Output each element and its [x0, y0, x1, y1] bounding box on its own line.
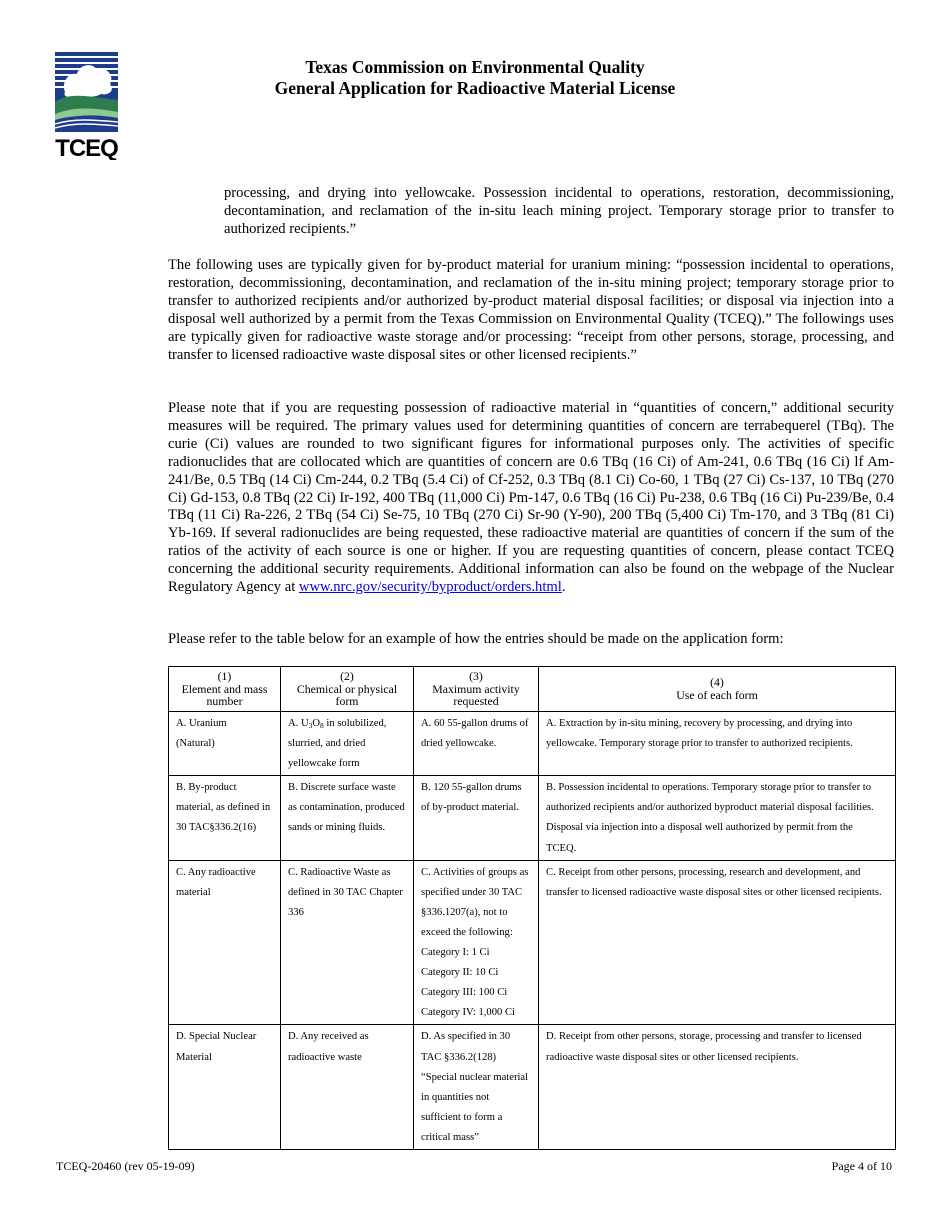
table-header-row — [169, 667, 896, 712]
cell-form: C. Radioactive Waste as defined in 30 TAC Chapter 336 — [281, 860, 414, 1025]
table-intro-paragraph: Please refer to the table below for an example of how the entries should be made on the application form: — [168, 631, 784, 647]
header-line: requested — [453, 694, 499, 709]
table-row — [169, 1025, 896, 1150]
header-line: Chemical or physical — [296, 681, 398, 696]
nrc-link[interactable]: www.nrc.gov/security/byproduct/orders.html — [298, 579, 562, 596]
form-id-footer: TCEQ-20460 (rev 05-19-09) — [56, 1159, 195, 1173]
cell-element — [169, 860, 281, 1025]
agency-title: Texas Commission on Environmental Quality — [305, 57, 645, 77]
cell-line: C. Activities of groups as specified under 30 TAC §336.1207(a), not to exceed the following: — [421, 866, 529, 938]
table-row — [169, 776, 896, 860]
header-num: (2) — [340, 669, 354, 684]
cell-activity — [414, 712, 539, 776]
cell-line: (Natural) — [176, 738, 215, 750]
cell-use: C. Receipt from other persons, processing, research and development, and transfer to licensed radioactive waste disposal sites or other licensed recipients. — [539, 860, 896, 1025]
cell-line: B. By-product material, as defined in 30 TAC§336.2(16) — [176, 782, 271, 834]
cell-line: D. As specified in 30 TAC §336.2(128) “Special nuclear material in quantities not sufficient to form a critical mass” — [421, 1031, 529, 1143]
continued-quote-paragraph: processing, and drying into yellowcake. Possession incidental to operations, restoration, decommissioning, decontamination, and reclamation of the in-situ leach mining project. Temporary storage prior to transfer to authorized recipients.” — [224, 185, 894, 237]
cell-line: C. Any radioactive material — [176, 866, 256, 898]
header-line: form — [335, 694, 359, 709]
cell-form — [281, 712, 414, 776]
header-element — [169, 667, 281, 712]
cell-line: A. 60 55-gallon drums of dried yellowcake. — [421, 718, 529, 750]
cell-activity — [414, 860, 539, 1025]
header-line: number — [206, 694, 243, 709]
cell-text: O — [312, 718, 321, 729]
cell-line: D. Special Nuclear Material — [176, 1031, 257, 1063]
header-num: (1) — [217, 669, 232, 684]
logo-text: TCEQ — [55, 135, 118, 160]
form-title: General Application for Radioactive Material License — [274, 78, 676, 98]
paragraph-end: . — [561, 579, 566, 596]
cell-activity — [414, 1025, 539, 1150]
page-number: Page 4 of 10 — [831, 1159, 892, 1173]
example-entries-table — [168, 666, 896, 1150]
cell-line: Category III: 100 Ci — [421, 987, 508, 999]
quantities-of-concern-paragraph — [168, 400, 894, 597]
cell-element — [169, 712, 281, 776]
header-line: Use of each form — [676, 688, 758, 702]
document-header — [0, 57, 950, 99]
cell-line: Category I: 1 Ci — [421, 947, 490, 959]
cell-text: A. U — [288, 718, 309, 729]
cell-form: D. Any received as radioactive waste — [281, 1025, 414, 1150]
cell-use: B. Possession incidental to operations. Temporary storage prior to transfer to authorized recipients and/or authorized byproduct material disposal facilities. Disposal via injection into a disposal well authorized by permit from the TCEQ. — [539, 776, 896, 860]
cell-element — [169, 1025, 281, 1150]
header-num: (3) — [469, 669, 483, 684]
subscript: 8 — [320, 721, 324, 730]
cell-use: A. Extraction by in-situ mining, recovery by processing, and drying into yellowcake. Temporary storage prior to transfer to authorized recipients. — [539, 712, 896, 776]
subscript: 3 — [308, 721, 313, 730]
cell-line: Category II: 10 Ci — [421, 967, 499, 979]
cell-form: B. Discrete surface waste as contamination, produced sands or mining fluids. — [281, 776, 414, 860]
header-line: Element and mass — [181, 681, 268, 696]
table-row — [169, 712, 896, 776]
byproduct-uses-paragraph: The following uses are typically given for by-product material for uranium mining: “possession incidental to operations, restoration, decommissioning, decontamination, and reclamation of the in-situ mining project; temporary storage prior to transfer to authorized recipients and/or authorized by-product material disposal facilities; or disposal via injection into a disposal well authorized by a permit from the Texas Commission on Environmental Quality (TCEQ).” The followings uses are typically given for radioactive waste storage and/or processing: “receipt from other persons, storage, processing, and transfer to licensed radioactive waste disposal sites or other licensed recipients.” — [168, 257, 894, 363]
header-activity — [414, 667, 539, 712]
header-line: Maximum activity — [432, 681, 520, 696]
header-use — [539, 667, 896, 712]
quantities-text: Please note that if you are requesting possession of radioactive material in “quantities of concern,” additional security measures will be required. The primary values used for determining quantities of concern are terrabequerel (TBq). The curie (Ci) values are rounded to two significant figures for informational purposes only. The activities of specific radionuclides that are collocated which are quantities of concern are 0.6 TBq (16 Ci) of Am-241, 0.6 TBq (16 Ci) lf Am-241/Be, 0.5 TBq (14 Ci) Cm-244, 0.2 TBq (5.4 Ci) of Cf-252, 0.3 TBq (8.1 Ci) Co-60, 1 TBq (27 Ci) Cs-137, 10 TBq (270 Ci) Gd-153, 0.8 TBq (22 Ci) Ir-192, 400 TBq (11,000 Ci) Pm-147, 0.6 TBq (16 Ci) Pu-238, 0.6 TBq (16 Ci) Pu-239/Be, 0.4 TBq (11 Ci) Ra-226, 2 TBq (54 Ci) Se-75, 10 TBq (270 Ci) Sr-90 (Y-90), 200 TBq (5,400 Ci) Tm-170, and 3 TBq (81 Ci) Yb-169. If several radionuclides are being requested, these radioactive material are quantities of concern if the sum of the ratios of the activity of each source is one or higher. If you are requesting quantities of concern, please contact TCEQ concerning the additional security requirements. Additional information can also be found on the webpage of the Nuclear Regulatory Agency at — [168, 400, 894, 596]
cell-text: in solubilized, slurried, and dried yellowcake form — [288, 718, 387, 770]
cell-element — [169, 776, 281, 860]
cell-use: D. Receipt from other persons, storage, processing and transfer to licensed radioactive waste disposal sites or other licensed recipients. — [539, 1025, 896, 1150]
cell-activity — [414, 776, 539, 860]
table-row — [169, 860, 896, 1025]
header-num: (4) — [710, 675, 724, 690]
cell-line: Category IV: 1,000 Ci — [421, 1007, 515, 1019]
header-form — [281, 667, 414, 712]
cell-line: A. Uranium — [176, 718, 227, 729]
cell-line: B. 120 55-gallon drums of by-product material. — [421, 782, 522, 814]
